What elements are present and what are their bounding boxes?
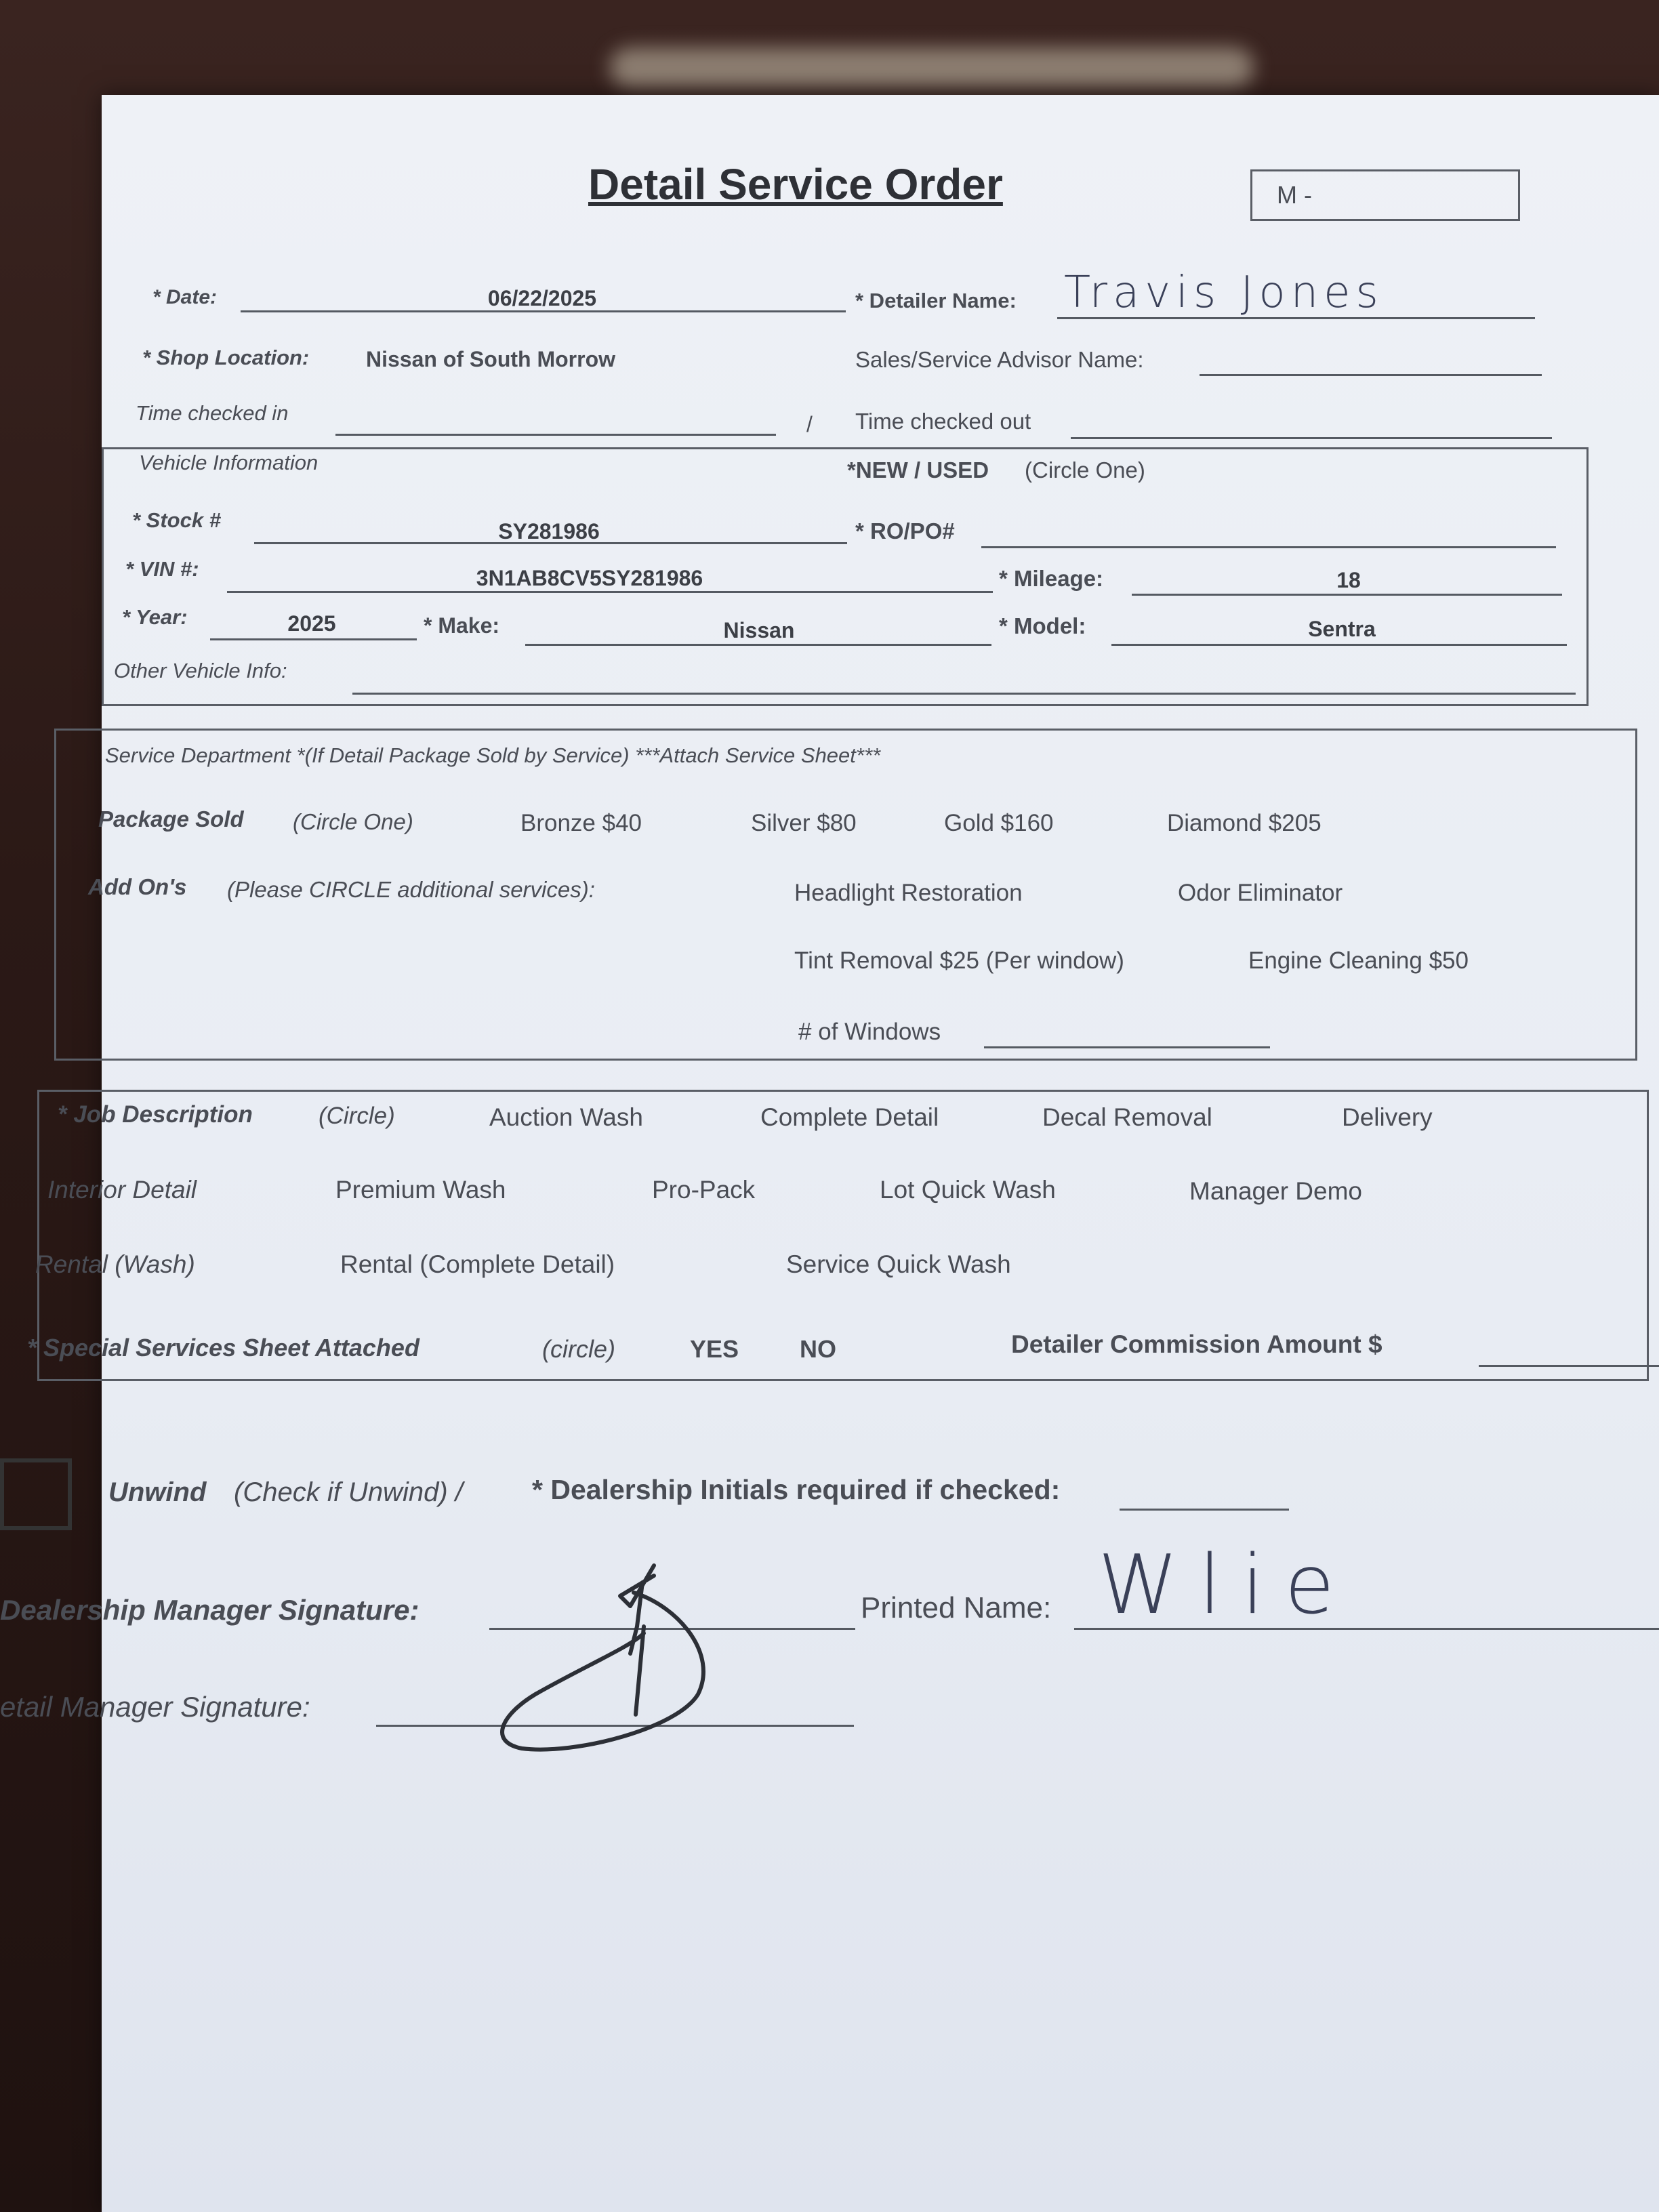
order-number-box[interactable] <box>1250 169 1520 221</box>
addons-label: Add On's <box>88 874 187 899</box>
unwind-checkbox[interactable] <box>0 1458 72 1530</box>
time-separator: / <box>806 412 813 436</box>
advisor-name-label: Sales/Service Advisor Name: <box>855 347 1144 372</box>
service-department-heading: Service Department *(If Detail Package Sold by Service) ***Attach Service Sheet*** <box>105 743 881 767</box>
addons-note: (Please CIRCLE additional services): <box>227 877 595 902</box>
model-line <box>1111 644 1567 646</box>
year-value[interactable]: 2025 <box>287 611 336 636</box>
mileage-value[interactable]: 18 <box>1336 568 1361 592</box>
shop-location-label: * Shop Location: <box>142 346 310 369</box>
make-value[interactable]: Nissan <box>723 618 795 642</box>
ro-po-label: * RO/PO# <box>855 518 955 544</box>
package-gold[interactable]: Gold $160 <box>944 810 1054 836</box>
order-number-prefix: M - <box>1277 181 1312 209</box>
job-complete-detail[interactable]: Complete Detail <box>760 1103 939 1131</box>
make-line <box>525 644 991 646</box>
package-sold-note: (Circle One) <box>293 809 413 834</box>
detailer-name-label: * Detailer Name: <box>855 289 1017 312</box>
unwind-note: (Check if Unwind) / <box>234 1477 463 1507</box>
other-info-label: Other Vehicle Info: <box>114 659 287 682</box>
vin-label: * VIN #: <box>125 557 199 581</box>
addon-tint-removal[interactable]: Tint Removal $25 (Per window) <box>794 947 1124 974</box>
model-value[interactable]: Sentra <box>1308 617 1376 641</box>
dealership-initials-line[interactable] <box>1120 1509 1289 1511</box>
time-out-label: Time checked out <box>855 409 1031 434</box>
year-line <box>210 638 417 640</box>
special-services-label: * Special Services Sheet Attached <box>27 1334 419 1361</box>
package-sold-label: Package Sold <box>98 806 244 832</box>
ro-po-line[interactable] <box>981 546 1556 548</box>
new-used-label[interactable]: *NEW / USED <box>847 457 989 483</box>
addon-engine-cleaning[interactable]: Engine Cleaning $50 <box>1248 947 1469 974</box>
job-description-label: * Job Description <box>58 1101 253 1128</box>
job-service-quick-wash[interactable]: Service Quick Wash <box>786 1250 1011 1278</box>
year-label: * Year: <box>122 605 188 629</box>
time-in-line[interactable] <box>335 434 776 436</box>
addon-odor-eliminator[interactable]: Odor Eliminator <box>1178 880 1343 906</box>
detailer-name-handwritten[interactable]: Travis Jones <box>1064 268 1384 318</box>
time-in-label: Time checked in <box>136 401 289 425</box>
job-rental-complete-detail[interactable]: Rental (Complete Detail) <box>340 1250 615 1278</box>
vehicle-info-heading: Vehicle Information <box>139 451 319 474</box>
job-description-note: (Circle) <box>319 1103 395 1129</box>
stock-label: * Stock # <box>132 508 221 532</box>
detail-manager-signature-label: etail Manager Signature: <box>0 1691 310 1723</box>
dealership-initials-label: * Dealership Initials required if checked: <box>532 1474 1061 1505</box>
stock-value[interactable]: SY281986 <box>498 519 600 544</box>
vin-line <box>227 591 993 593</box>
unwind-label: Unwind <box>108 1477 207 1507</box>
commission-label: Detailer Commission Amount $ <box>1011 1330 1382 1358</box>
job-lot-quick-wash[interactable]: Lot Quick Wash <box>880 1176 1056 1204</box>
page-title: Detail Service Order <box>588 160 1003 209</box>
package-silver[interactable]: Silver $80 <box>751 810 857 836</box>
circle-one-note: (Circle One) <box>1025 457 1145 483</box>
model-label: * Model: <box>999 613 1086 638</box>
addon-headlight-restoration[interactable]: Headlight Restoration <box>794 880 1023 906</box>
advisor-name-line[interactable] <box>1200 374 1542 376</box>
job-pro-pack[interactable]: Pro-Pack <box>652 1176 756 1204</box>
mileage-line <box>1132 594 1562 596</box>
job-premium-wash[interactable]: Premium Wash <box>335 1176 506 1204</box>
special-services-note: (circle) <box>542 1335 615 1363</box>
signature-scribble <box>474 1545 759 1776</box>
printed-name-label: Printed Name: <box>861 1591 1052 1624</box>
windows-count-line[interactable] <box>984 1046 1270 1048</box>
printed-name-handwritten[interactable]: Wlie <box>1098 1538 1355 1633</box>
time-out-line[interactable] <box>1071 437 1552 439</box>
vin-value[interactable]: 3N1AB8CV5SY281986 <box>476 566 703 590</box>
date-value[interactable]: 06/22/2025 <box>487 286 597 310</box>
job-rental-wash[interactable]: Rental (Wash) <box>35 1250 195 1278</box>
windows-count-label: # of Windows <box>798 1019 941 1045</box>
special-services-yes[interactable]: YES <box>690 1335 739 1363</box>
package-diamond[interactable]: Diamond $205 <box>1167 810 1322 836</box>
date-label: * Date: <box>152 286 218 308</box>
other-info-line[interactable] <box>352 693 1576 695</box>
job-delivery[interactable]: Delivery <box>1342 1103 1433 1131</box>
job-auction-wash[interactable]: Auction Wash <box>489 1103 643 1131</box>
job-decal-removal[interactable]: Decal Removal <box>1042 1103 1212 1131</box>
make-label: * Make: <box>424 613 500 638</box>
commission-line[interactable] <box>1479 1365 1659 1367</box>
package-bronze[interactable]: Bronze $40 <box>520 810 642 836</box>
shop-location-value: Nissan of South Morrow <box>366 347 615 371</box>
mileage-label: * Mileage: <box>999 566 1104 591</box>
dealership-manager-signature-label: Dealership Manager Signature: <box>0 1594 419 1626</box>
job-manager-demo[interactable]: Manager Demo <box>1189 1177 1363 1205</box>
job-interior-detail[interactable]: Interior Detail <box>47 1176 197 1204</box>
special-services-no[interactable]: NO <box>800 1335 836 1363</box>
